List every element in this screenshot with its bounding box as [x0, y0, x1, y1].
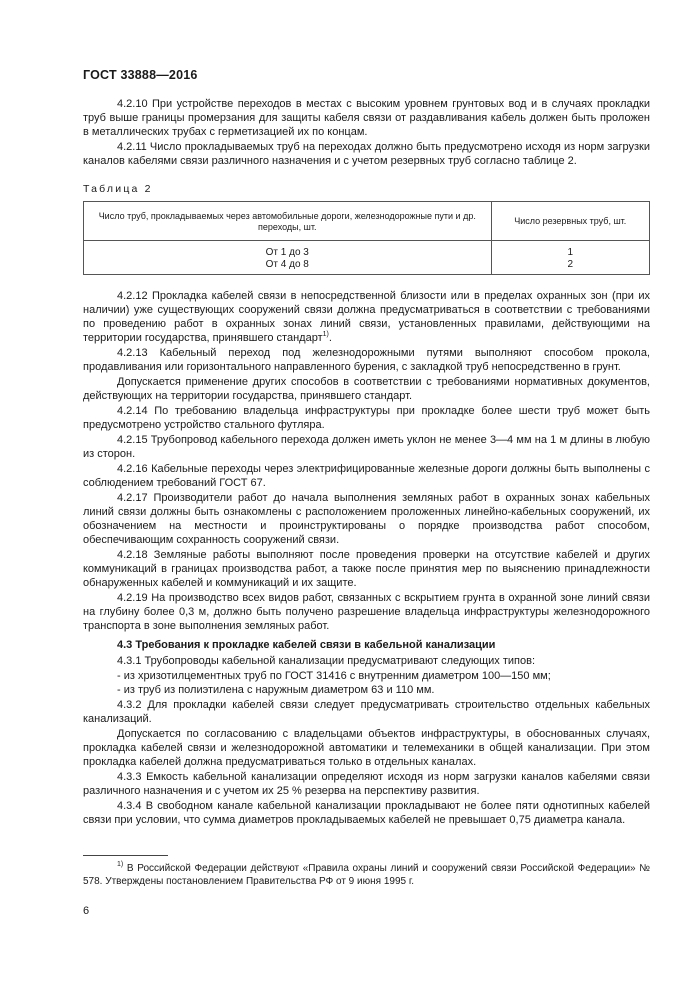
table-header-pipes: Число труб, прокладываемых через автомобильные дороги, железнодорожные пути и др. переходы, шт. — [84, 201, 492, 240]
table-cell-pipes — [84, 240, 492, 274]
paragraph-4-2-19: 4.2.19 На производство всех видов работ, связанных с вскрытием грунта в охранной зоне линий связи на глубину более 0,3 м, должно быть получено разрешение владельца инфраструктуры железнодорожного транспорта в зоне выполнения земляных работ. — [83, 591, 650, 633]
list-item: - из труб из полиэтилена с наружным диаметром 63 и 110 мм. — [117, 684, 435, 697]
footnote-divider — [83, 855, 168, 856]
table-cell-value: От 4 до 8 — [265, 258, 309, 270]
paragraph-4-3-1: 4.3.1 Трубопроводы кабельной канализации предусматривают следующих типов: — [117, 654, 535, 667]
footnote — [83, 862, 650, 888]
footnote-ref: 1) — [322, 331, 329, 339]
table-row — [84, 240, 650, 274]
table-cell-value: 2 — [567, 258, 574, 270]
paragraph-4-3-2: 4.3.2 Для прокладки кабелей связи следует предусматривать строительство отдельных кабельных канализаций. — [83, 698, 650, 726]
paragraph-4-2-13: 4.2.13 Кабельный переход под железнодорожными путями выполняют способом прокола, продавливания или горизонтального направленного бурения, с закладкой труб непосредственно в грунт. — [83, 347, 650, 374]
page-number: 6 — [83, 905, 90, 917]
table-cell-value: От 1 до 3 — [265, 246, 309, 258]
paragraph-4-2-16: 4.2.16 Кабельные переходы через электрифицированные железные дороги должны быть выполнены с соблюдением требований ГОСТ 67. — [83, 462, 650, 489]
paragraph: Допускается применение других способов в соответствии с требованиями нормативных документов, действующих на территории государства, принявшего стандарт. — [83, 375, 650, 403]
table-cell-reserve — [491, 240, 649, 274]
table-cell-value: 1 — [567, 246, 574, 258]
table-header-reserve: Число резервных труб, шт. — [491, 201, 649, 240]
table-2 — [83, 201, 650, 275]
table-caption: Таблица 2 — [83, 182, 153, 195]
paragraph-4-3-3: 4.3.3 Емкость кабельной канализации определяют исходя из норм загрузки каналов кабелями связи различного назначения и с учетом их 25 % резерва на перспективу развития. — [83, 770, 650, 798]
paragraph-end: . — [328, 332, 332, 345]
paragraph-4-3-4: 4.3.4 В свободном канале кабельной канализации прокладывают не более пяти однотипных кабелей связи при условии, что сумма диаметров прокладываемых кабелей не превышает 0,75 диаметра канала. — [83, 799, 650, 827]
paragraph-4-2-15: 4.2.15 Трубопровод кабельного перехода должен иметь уклон не менее 3—4 мм на 1 м длины в любую из сторон. — [83, 433, 650, 460]
document-body — [83, 97, 650, 828]
paragraph-4-2-18: 4.2.18 Земляные работы выполняют после проведения проверки на отсутствие кабелей и других коммуникаций в границах производства работ, а также после принятия мер по выяснению принадлежности обнаруженных кабелей и коммуникаций и их защите. — [83, 548, 650, 590]
section-heading-4-3: 4.3 Требования к прокладке кабелей связи в кабельной канализации — [117, 638, 496, 651]
paragraph-4-2-12 — [83, 289, 650, 346]
paragraph-4-2-17: 4.2.17 Производители работ до начала выполнения земляных работ в охранных зонах кабельных линий связи должны быть ознакомлены с расположением проложенных линейно-кабельных сооружений, их обозначением на местности и проинструктированы о порядке производства работ способом, обеспечивающим сохранность сооружений связи. — [83, 491, 650, 547]
list-item: - из хризотилцементных труб по ГОСТ 31416 с внутренним диаметром 100—150 мм; — [117, 669, 551, 682]
paragraph-4-2-11: 4.2.11 Число прокладываемых труб на переходах должно быть предусмотрено исходя из норм загрузки каналов кабелями связи различного назначения и с учетом резервных труб согласно таблице 2. — [83, 141, 650, 168]
paragraph-text: 4.2.12 Прокладка кабелей связи в непосредственной близости или в пределах охранных зон (при их наличии) уже существующих сооружений связи должна предусматриваться в соответствии с требованиями по проведению работ в охранных зонах линий связи, установленных правилами, действующими на территории государства, принявшего стандарт — [83, 289, 650, 345]
paragraph: Допускается по согласованию с владельцами объектов инфраструктуры, в обоснованных случаях, прокладка кабелей связи и железнодорожной автоматики и телемеханики в общей канализации. При этом прокладка кабелей должна предусматриваться только в отдельных каналах. — [83, 727, 650, 769]
footnote-mark: 1) — [117, 861, 124, 868]
paragraph-4-2-10: 4.2.10 При устройстве переходов в местах с высоким уровнем грунтовых вод и в случаях прокладки труб выше границы промерзания для защиты кабеля связи от раздавливания кабель должен быть проложен в металлических трубах с герметизацией их по концам. — [83, 98, 650, 139]
paragraph-4-2-14: 4.2.14 По требованию владельца инфраструктуры при прокладке более шести труб может быть предусмотрено устройство стального футляра. — [83, 404, 650, 432]
document-header: ГОСТ 33888—2016 — [83, 68, 198, 82]
footnote-text: В Российской Федерации действуют «Правила охраны линий и сооружений связи Российской Федерации» № 578. Утверждены постановлением Правительства РФ от 9 июня 1995 г. — [83, 863, 650, 887]
